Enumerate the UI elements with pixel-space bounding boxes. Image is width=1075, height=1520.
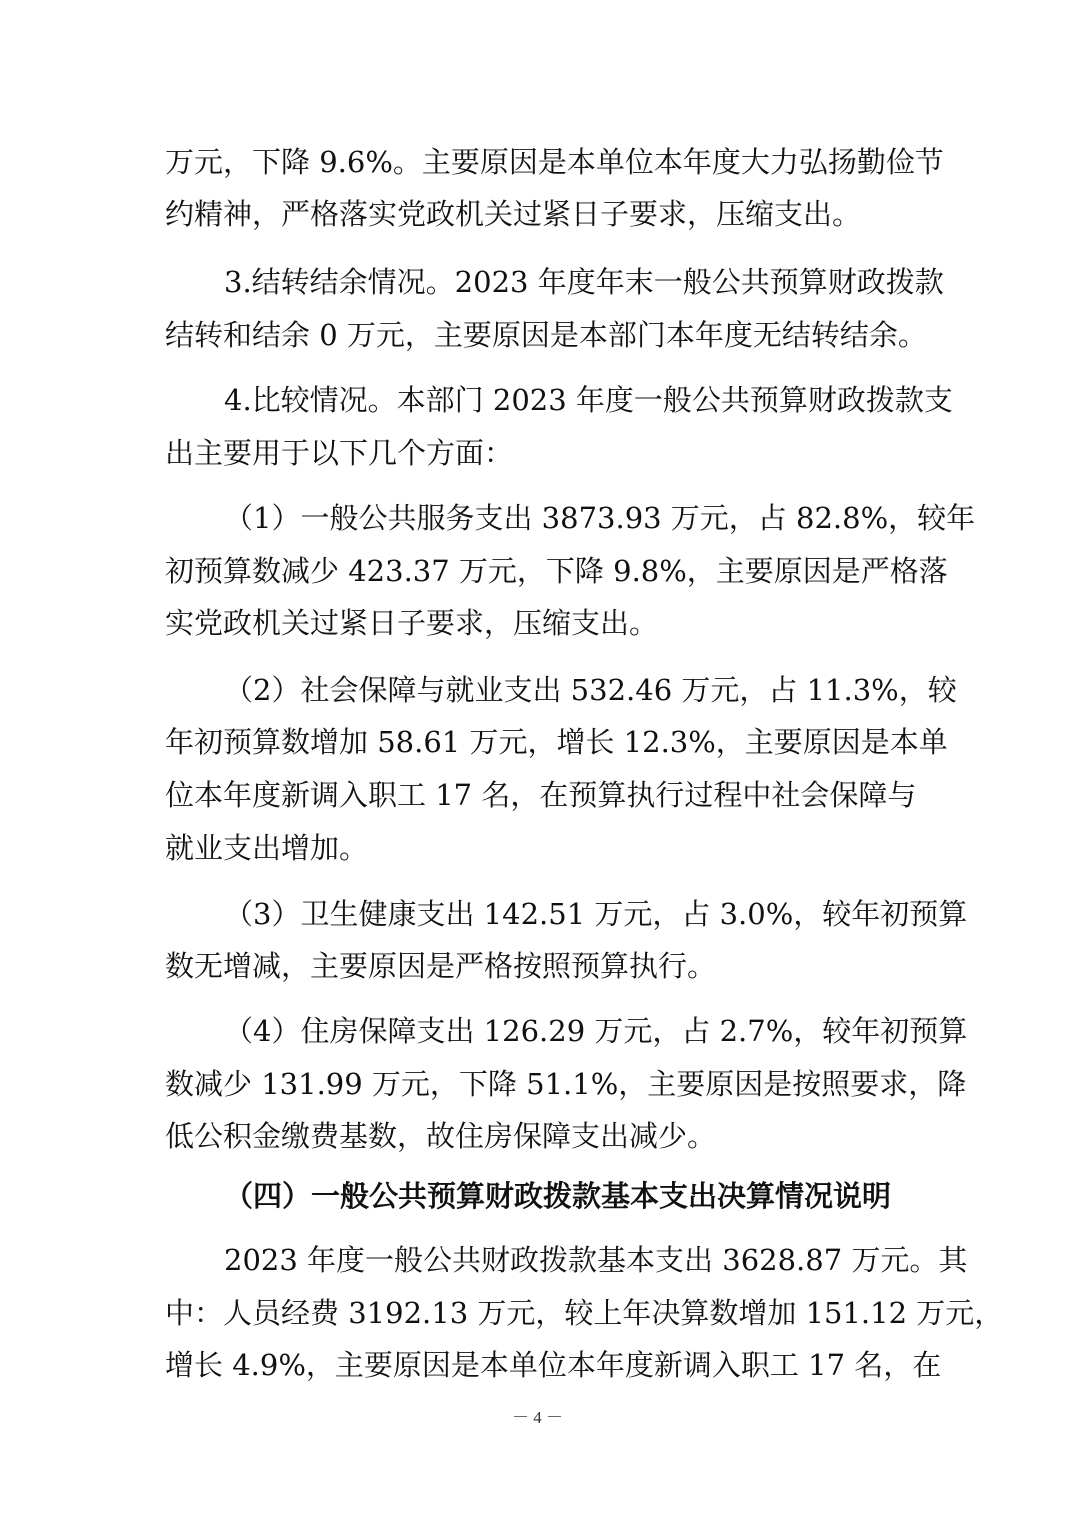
paragraph-line: 万元，下降 9.6%。主要原因是本单位本年度大力弘扬勤俭节	[165, 145, 944, 179]
paragraph-line: 出主要用于以下几个方面：	[165, 436, 514, 470]
paragraph-line: 就业支出增加。	[165, 831, 369, 865]
paragraph-line: 3.结转结余情况。2023 年度年末一般公共预算财政拨款	[224, 265, 944, 299]
paragraph-line: 结转和结余 0 万元，主要原因是本部门本年度无结转结余。	[165, 318, 927, 352]
page-number: － 4 －	[512, 1408, 563, 1427]
paragraph-line: （2）社会保障与就业支出 532.46 万元，占 11.3%，较	[224, 673, 957, 707]
paragraph-line: 2023 年度一般公共财政拨款基本支出 3628.87 万元。其	[224, 1243, 968, 1277]
paragraph-line: 4.比较情况。本部门 2023 年度一般公共预算财政拨款支	[224, 383, 953, 417]
paragraph-line: 约精神，严格落实党政机关过紧日子要求，压缩支出。	[165, 197, 862, 231]
paragraph-line: 数无增减，主要原因是严格按照预算执行。	[165, 949, 717, 983]
paragraph-line: 实党政机关过紧日子要求，压缩支出。	[165, 606, 659, 640]
paragraph-line: 数减少 131.99 万元，下降 51.1%，主要原因是按照要求，降	[165, 1067, 967, 1101]
paragraph-line: （3）卫生健康支出 142.51 万元，占 3.0%，较年初预算	[224, 897, 968, 931]
paragraph-line: （4）住房保障支出 126.29 万元，占 2.7%，较年初预算	[224, 1014, 968, 1048]
paragraph-line: 中：人员经费 3192.13 万元，较上年决算数增加 151.12 万元，	[165, 1296, 1004, 1330]
section-heading: （四）一般公共预算财政拨款基本支出决算情况说明	[224, 1179, 892, 1213]
paragraph-line: 增长 4.9%，主要原因是本单位本年度新调入职工 17 名，在	[165, 1348, 942, 1382]
paragraph-line: （1）一般公共服务支出 3873.93 万元，占 82.8%，较年	[224, 501, 976, 535]
paragraph-line: 年初预算数增加 58.61 万元，增长 12.3%，主要原因是本单	[165, 725, 948, 759]
paragraph-line: 初预算数减少 423.37 万元，下降 9.8%，主要原因是严格落	[165, 554, 948, 588]
paragraph-line: 低公积金缴费基数，故住房保障支出减少。	[165, 1119, 717, 1153]
paragraph-line: 位本年度新调入职工 17 名，在预算执行过程中社会保障与	[165, 778, 917, 812]
